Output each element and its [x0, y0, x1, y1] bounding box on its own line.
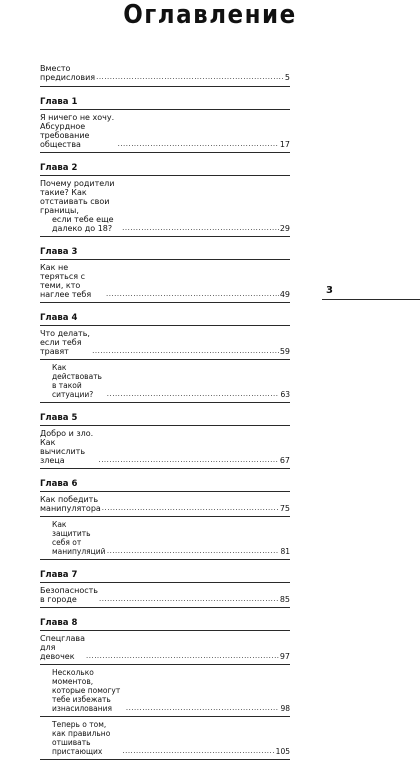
- chapter-heading: Глава 2: [40, 163, 78, 173]
- toc-subentry[interactable]: [40, 716, 290, 759]
- toc-entry-page: 5: [284, 73, 290, 82]
- chapter-heading: Глава 7: [40, 570, 78, 580]
- toc-entry-text: Я ничего не хочу. Абсурдное требование общества: [40, 113, 115, 149]
- toc-entry-page: 29: [279, 224, 290, 233]
- toc-entry-line-1: Несколько моментов, которые помогут тебе избежать: [52, 668, 121, 704]
- table-of-contents: [40, 58, 290, 760]
- toc-entry-text: Что делать, если тебя травят: [40, 329, 90, 356]
- toc-entry-text: Как защитить себя от манипуляций: [52, 520, 106, 556]
- toc-entry-text: Как победить манипулятора: [40, 495, 101, 513]
- toc-entry-page: 75: [279, 504, 290, 513]
- toc-intro: [40, 58, 290, 87]
- page-title: Оглавление: [123, 0, 297, 30]
- toc-entry-page: 81: [280, 547, 290, 556]
- toc-entry-page: 59: [279, 347, 290, 356]
- toc-entry-text: Как действовать в такой ситуации?: [52, 363, 102, 399]
- toc-entry-text: Как не теряться с теми, кто наглее тебя: [40, 263, 92, 299]
- leader-dots: [122, 747, 274, 756]
- toc-entry-page: 17: [279, 140, 290, 149]
- chapter-heading: Глава 4: [40, 313, 78, 323]
- toc-entry-text: [52, 668, 125, 713]
- toc-chapter-2: [40, 161, 290, 237]
- toc-entry[interactable]: [40, 425, 290, 468]
- leader-dots: [118, 140, 279, 149]
- toc-entry[interactable]: [40, 491, 290, 516]
- toc-entry-page: 98: [280, 704, 290, 713]
- toc-chapter-3: [40, 245, 290, 303]
- toc-entry-text: Добро и зло. Как вычислить злеца: [40, 429, 94, 465]
- leader-dots: [122, 224, 279, 233]
- toc-entry-line-1: Почему родители такие? Как отстаивать свои границы,: [40, 179, 115, 215]
- leader-dots: [106, 290, 279, 299]
- leader-dots: [96, 73, 284, 82]
- toc-subentry[interactable]: [40, 664, 290, 716]
- toc-entry-page: 49: [279, 290, 290, 299]
- chapter-heading: Глава 3: [40, 247, 78, 257]
- toc-entry-page: 85: [279, 595, 290, 604]
- toc-entry[interactable]: [40, 259, 290, 302]
- toc-subentry[interactable]: [40, 516, 290, 559]
- leader-dots: [86, 652, 279, 661]
- toc-entry-page: 105: [275, 747, 290, 756]
- toc-entry[interactable]: [40, 325, 290, 359]
- toc-entry[interactable]: [40, 630, 290, 664]
- toc-subentry[interactable]: [40, 359, 290, 402]
- toc-chapter-4: [40, 311, 290, 403]
- toc-entry-text: [40, 179, 121, 233]
- leader-dots: [102, 504, 279, 513]
- toc-chapter-7: [40, 568, 290, 608]
- page-number: 3: [326, 285, 333, 296]
- toc-entry-page: 67: [279, 456, 290, 465]
- page-number-rule: [322, 299, 420, 300]
- leader-dots: [98, 456, 278, 465]
- chapter-heading: Глава 8: [40, 618, 78, 628]
- toc-chapter-8: [40, 616, 290, 760]
- toc-entry-text: Теперь о том, как правильно отшивать пристающих: [52, 720, 111, 756]
- toc-entry-line-2: изнасилования: [52, 704, 113, 713]
- toc-entry-text: Вместо предисловия: [40, 64, 96, 82]
- leader-dots: [92, 347, 279, 356]
- chapter-heading: Глава 1: [40, 97, 78, 107]
- chapter-heading: Глава 5: [40, 413, 78, 423]
- toc-chapter-6: [40, 477, 290, 560]
- toc-entry-line-2: если тебе еще далеко до 18?: [52, 215, 114, 233]
- toc-entry-text: Безопасность в городе: [40, 586, 98, 604]
- toc-entry-page: 63: [280, 390, 290, 399]
- leader-dots: [107, 390, 280, 399]
- toc-chapter-1: [40, 95, 290, 153]
- leader-dots: [107, 547, 280, 556]
- leader-dots: [99, 595, 279, 604]
- toc-entry-text: Спецглава для девочек: [40, 634, 86, 661]
- toc-entry[interactable]: [40, 582, 290, 607]
- toc-entry[interactable]: [40, 109, 290, 152]
- toc-entry-page: 97: [279, 652, 290, 661]
- toc-entry[interactable]: [40, 175, 290, 236]
- leader-dots: [126, 704, 280, 713]
- chapter-heading: Глава 6: [40, 479, 78, 489]
- toc-entry-intro[interactable]: [40, 58, 290, 86]
